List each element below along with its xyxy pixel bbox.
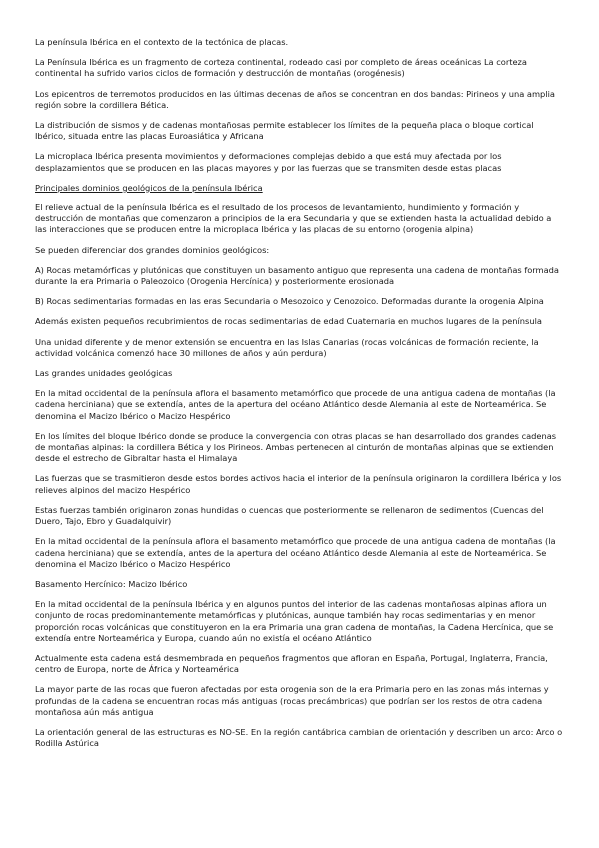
subheading: Basamento Hercínico: Macizo Ibérico [35,578,188,589]
paragraph: Una unidad diferente y de menor extensión se encuentra en las Islas Canarias (rocas volcánicas de formación reciente, la actividad volcánica comenzó hace 30 millones de años y aún perdura) [35,336,539,358]
subheading: Las grandes unidades geológicas [35,368,173,379]
paragraph: La distribución de sismos y de cadenas montañosas permite establecer los límites de la pequeña placa o bloque cortical Ibérico, situada entre las placas Euroasiática y Africana [35,120,534,142]
paragraph: En la mitad occidental de la península aflora el basamento metamórfico que procede de una antigua cadena de montañas (la cadena herciniana) que se extendía, antes de la apertura del océano Atlántico desde Alemania al este de Norteamérica. Se denomina el Macizo Ibérico o Macizo Hespérico [35,536,556,569]
paragraph: Los epicentros de terremotos producidos en las últimas decenas de años se concentran en dos bandas: Pirineos y una amplia región sobre la cordillera Bética. [35,88,555,110]
section-heading: Principales dominios geológicos de la península Ibérica [35,182,263,193]
paragraph: La orientación general de las estructuras es NO-SE. En la región cantábrica cambian de orientación y describen un arco: Arco o Rodilla Astúrica [35,726,563,749]
document-body [35,37,565,758]
paragraph: B) Rocas sedimentarias formadas en las eras Secundaria o Mesozoico y Cenozoico. Deformadas durante la orogenia Alpina [35,296,544,307]
paragraph: Estas fuerzas también originaron zonas hundidas o cuencas que posteriormente se rellenaron de sedimentos (Cuencas del Duero, Tajo, Ebro y Guadalquivir) [35,504,544,527]
paragraph: En la mitad occidental de la península Ibérica y en algunos puntos del interior de las cadenas montañosas alpinas aflora un conjunto de rocas predominantemente metamórficas y plutónicas, aunque también hay rocas sedimentarias y en menor proporción rocas volcánicas que constituyeron en la era Primaria una gran cadena de montañas, la Cadena Hercínica, que se extendía entre Norteamérica y Europa, cuando aún no existía el océano Atlántico [35,599,554,643]
paragraph: Se pueden diferenciar dos grandes dominios geológicos: [35,244,270,255]
paragraph: En los límites del bloque Ibérico donde se produce la convergencia con otras placas se han desarrollado dos grandes cadenas de montañas alpinas: la cordillera Bética y los Pirineos. Ambas pertenecen al cinturón de montañas alpinas que se extienden desde el estrecho de Gibraltar hasta el Himalaya [35,430,557,464]
paragraph: Además existen pequeños recubrimientos de rocas sedimentarias de edad Cuaternaria en muchos lugares de la península [35,316,542,327]
paragraph: Las fuerzas que se trasmitieron desde estos bordes activos hacia el interior de la península originaron la cordillera Ibérica y los relieves alpinos del macizo Hespérico [35,473,562,495]
paragraph: Actualmente esta cadena está desmembrada en pequeños fragmentos que afloran en España, Portugal, Inglaterra, Francia, centro de Europa, norte de África y Norteamérica [35,652,548,675]
paragraph: El relieve actual de la península Ibérica es el resultado de los procesos de levantamiento, hundimiento y formación y destrucción de montañas que comenzaron a principios de la era Secundaria y que se extienden hasta la actualidad debido a las interacciones que se producen entre la microplaca Ibérica y las placas de su entorno (orogenia alpina) [35,202,552,235]
paragraph: La Península Ibérica es un fragmento de corteza continental, rodeado casi por completo de áreas oceánicas La corteza continental ha sufrido varios ciclos de formación y destrucción de montañas (orogénesis) [35,57,527,79]
paragraph: A) Rocas metamórficas y plutónicas que constituyen un basamento antiguo que representa una cadena de montañas formada durante la era Primaria o Paleozoico (Orogenia Hercínica) y posteriormente erosionada [35,264,559,287]
paragraph: La microplaca Ibérica presenta movimientos y deformaciones complejas debido a que está muy afectada por los desplazamientos que se producen en las placas mayores y por las fuerzas que se transmiten desde estas placas [35,151,502,173]
paragraph-title: La península Ibérica en el contexto de la tectónica de placas. [35,37,289,47]
paragraph: En la mitad occidental de la península aflora el basamento metamórfico que procede de una antigua cadena de montañas (la cadena herciniana) que se extendía, antes de la apertura del océano Atlántico desde Alemania al este de Norteamérica. Se denomina el Macizo Ibérico o Macizo Hespérico [35,388,556,421]
paragraph: La mayor parte de las rocas que fueron afectadas por esta orogenia son de la era Primaria pero en las zonas más internas y profundas de la cadena se encuentran rocas más antiguas (rocas precámbricas) que podrían ser los restos de otra cadena montañosa aún más antigua [35,684,549,717]
